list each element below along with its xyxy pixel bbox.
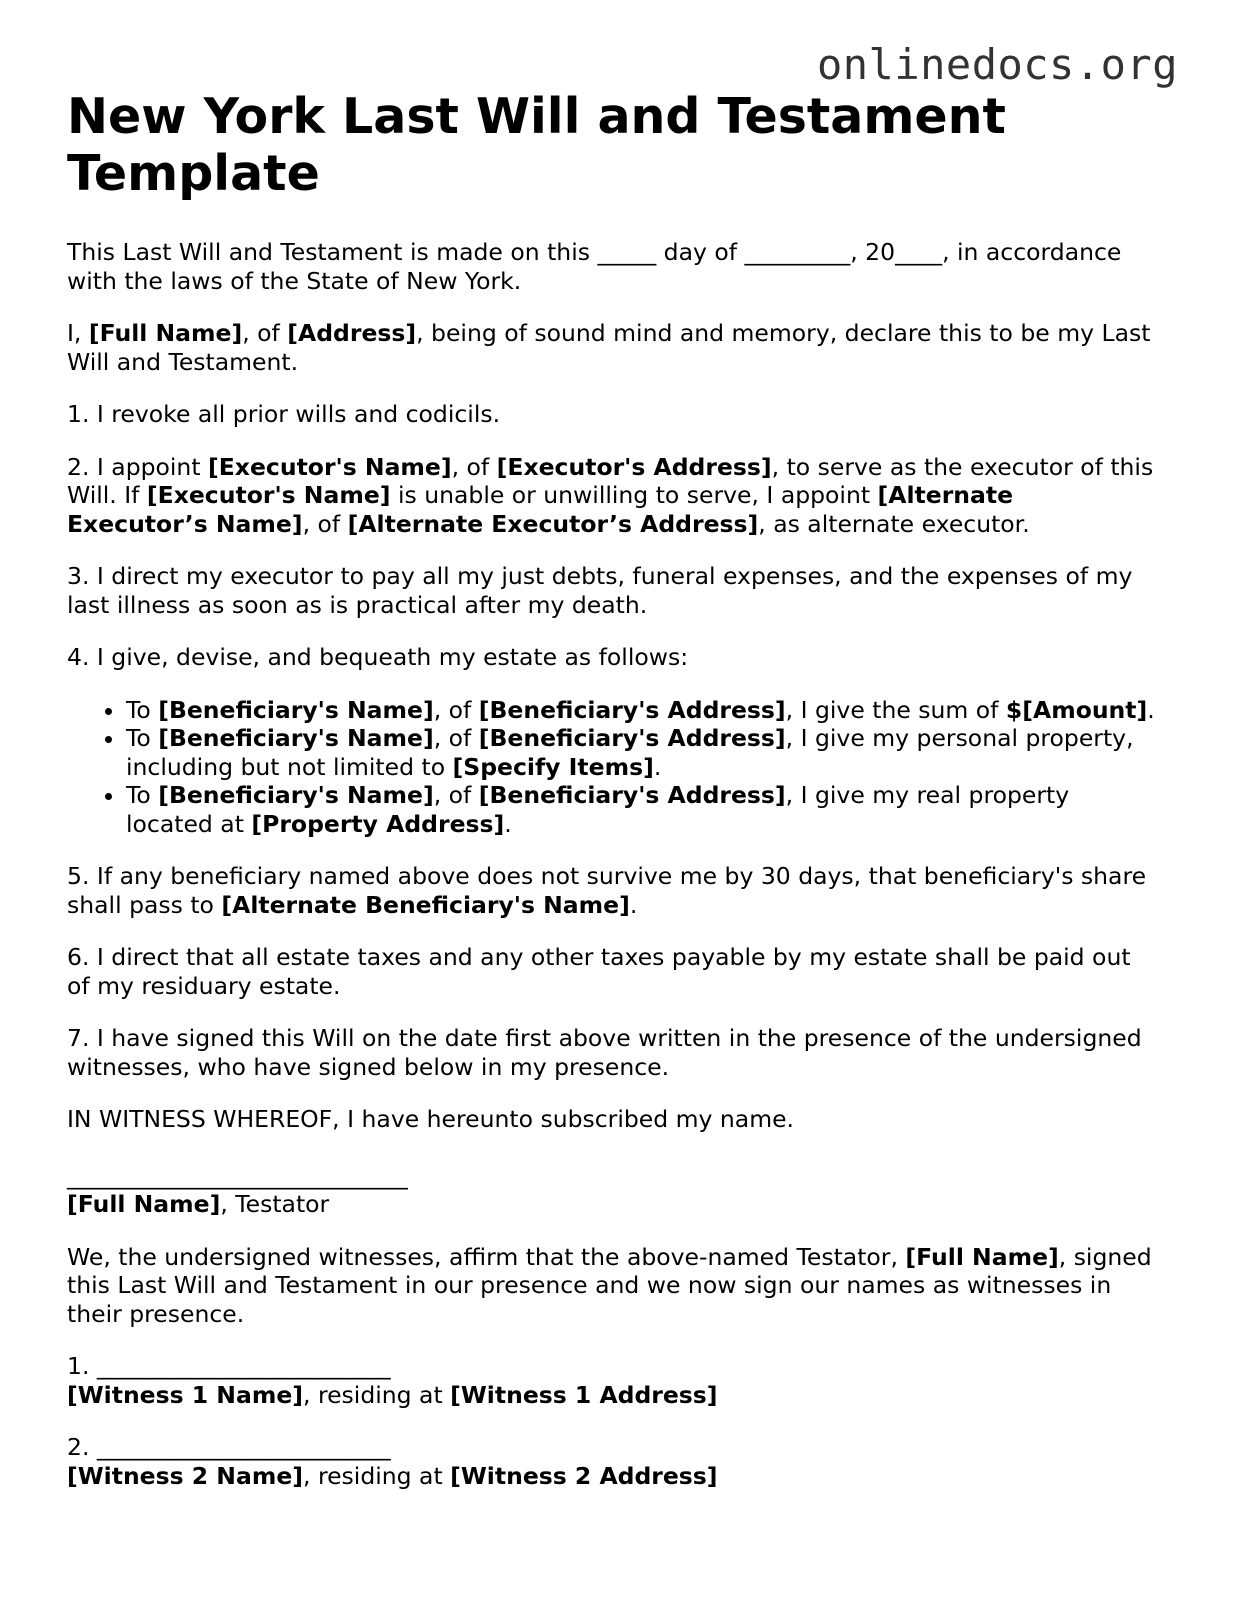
testator-signature-block xyxy=(67,1162,1157,1219)
witness-2-block xyxy=(67,1433,1157,1490)
witness-1-signature-line: 1. _________________________ xyxy=(67,1352,391,1380)
clause-1: 1. I revoke all prior wills and codicils. xyxy=(67,400,501,428)
signature-line: _____________________________ xyxy=(67,1161,408,1190)
clause-5: 5. If any beneficiary named above does not survive me by 30 days, that beneficiary's share shall pass to [Alternate Beneficiary's Name]. xyxy=(67,862,1147,919)
clause-6: 6. I direct that all estate taxes and any other taxes payable by my estate shall be paid out of my residuary estate. xyxy=(67,943,1131,1000)
declaration-paragraph: I, [Full Name], of [Address], being of sound mind and memory, declare this to be my Last Will and Testament. xyxy=(67,319,1151,376)
document-page xyxy=(67,88,1157,1514)
witness-1-info: [Witness 1 Name], residing at [Witness 1 Address] xyxy=(67,1380,718,1409)
page-title: New York Last Will and Testament Template xyxy=(67,88,1006,202)
clause-3: 3. I direct my executor to pay all my just debts, funeral expenses, and the expenses of my last illness as soon as is practical after my death. xyxy=(67,562,1133,619)
testator-name-row: [Full Name], Testator xyxy=(67,1190,330,1218)
watermark: onlinedocs.org xyxy=(816,40,1178,89)
attestation-paragraph: We, the undersigned witnesses, affirm that the above-named Testator, [Full Name], signed this Last Will and Testament in our presence and we now sign our names as witnesses in their presence. xyxy=(67,1242,1152,1328)
witness-2-info: [Witness 2 Name], residing at [Witness 2 Address] xyxy=(67,1461,718,1490)
list-item: • To [Beneficiary's Name], of [Beneficiary's Address], I give my personal property, including but not limited to [Specify Items]. xyxy=(126,724,1157,781)
full-name-placeholder: [Full Name] xyxy=(88,319,243,347)
clause-4: 4. I give, devise, and bequeath my estate as follows: xyxy=(67,643,689,671)
intro-paragraph: This Last Will and Testament is made on this _____ day of _________, 20____, in accordance with the laws of the State of New York. xyxy=(67,238,1122,295)
witness-clause: IN WITNESS WHEREOF, I have hereunto subscribed my name. xyxy=(67,1105,795,1133)
clause-7: 7. I have signed this Will on the date first above written in the presence of the undersigned witnesses, who have signed below in my presence. xyxy=(67,1024,1142,1081)
address-placeholder: [Address] xyxy=(287,319,417,347)
clause-2: 2. I appoint [Executor's Name], of [Executor's Address], to serve as the executor of this Will. If [Executor's Name] is unable or unwilling to serve, I appoint [Alternate Executor’s Name], of [Alternate Executor’s Address], as alternate executor. xyxy=(67,452,1154,538)
witness-2-signature-line: 2. _________________________ xyxy=(67,1433,391,1461)
witness-1-block xyxy=(67,1352,1157,1409)
list-item: • To [Beneficiary's Name], of [Beneficiary's Address], I give my real property located at [Property Address]. xyxy=(126,781,1157,838)
bequest-list xyxy=(67,696,1157,839)
list-item: • To [Beneficiary's Name], of [Beneficiary's Address], I give the sum of $[Amount]. xyxy=(126,696,1157,725)
